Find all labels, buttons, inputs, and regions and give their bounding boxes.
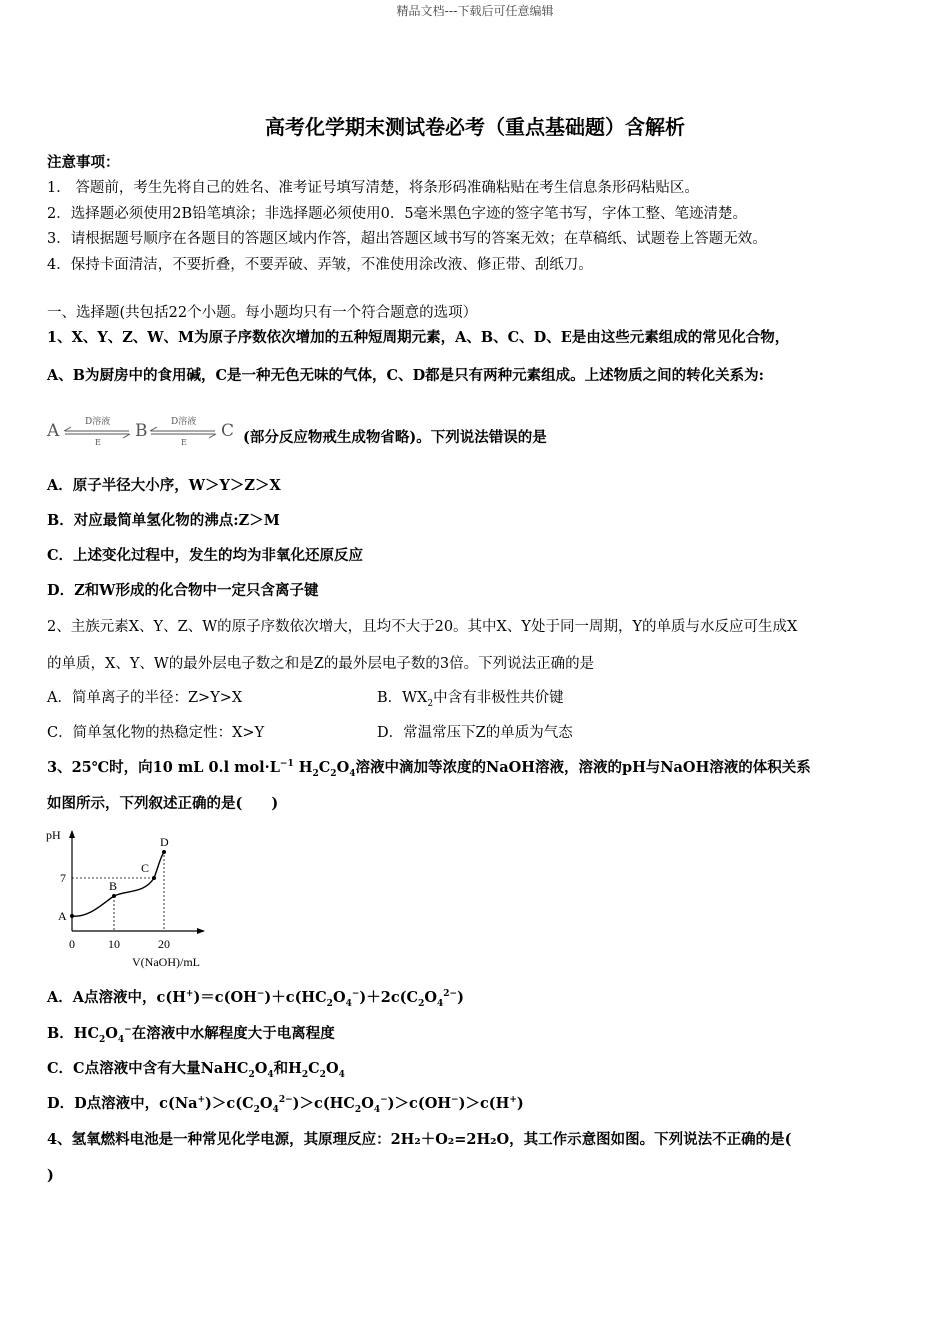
q1-reaction-scheme: [47, 415, 247, 447]
q2-stem-line2: 的单质，X、Y、W的最外层电子数之和是Z的最外层电子数的3倍。下列说法正确的是: [47, 656, 595, 672]
section1-heading: 一、选择题(共包括22个小题。每小题均只有一个符合题意的选项）: [47, 305, 478, 321]
q1-option-c: C．上述变化过程中，发生的均为非氧化还原反应: [47, 547, 364, 564]
page-title: 高考化学期末测试卷必考（重点基础题）含解析: [265, 115, 685, 139]
svg-text:B: B: [135, 421, 148, 441]
svg-text:D溶液: D溶液: [171, 417, 197, 427]
graph-ytick-7: 7: [60, 871, 66, 885]
scheme-arrow-1: [64, 415, 130, 447]
q3-option-c: C．C点溶液中含有大量$NaHC_2O_4$和$H_2C_2O_4$: [47, 1060, 345, 1080]
scheme-arrow-2: [150, 415, 216, 447]
svg-text:D溶液: D溶液: [85, 417, 111, 427]
q1-stem-line1: 1、X、Y、Z、W、M为原子序数依次增加的五种短周期元素，A、B、C、D、E是由这些元素组成的常见化合物，: [47, 329, 790, 346]
graph-ylabel: pH: [46, 828, 61, 842]
svg-text:E: E: [95, 438, 101, 447]
q4-stem-line2: ): [47, 1167, 54, 1184]
notice-heading: 注意事项：: [47, 154, 120, 171]
q1-option-a: A．原子半径大小序，W＞Y＞Z＞X: [47, 477, 281, 494]
graph-point-c: C: [141, 861, 150, 875]
q2-option-b: B．$WX_2$中含有非极性共价键: [377, 690, 564, 709]
q3-option-a: A．A点溶液中，$c(H^+)=c(OH^-)+c(HC_2O_4^-)+2c(C_2O_4^{2-})$: [47, 989, 464, 1009]
graph-xtick-10: 10: [108, 937, 120, 951]
q3-stem-line1: 3、25℃时，向10 mL 0.l $mol\cdot L^{-1}$ $H_2C_2O_4$溶液中滴加等浓度的NaOH溶液，溶液的pH与NaOH溶液的体积关系: [47, 759, 811, 779]
q1-stem-line3: (部分反应物戒生成物省略)。下列说法错误的是: [243, 429, 547, 446]
svg-text:C: C: [221, 421, 235, 441]
graph-point-a: A: [58, 909, 67, 923]
q3-titration-graph: [44, 826, 234, 971]
page-header-watermark: 精品文档---下载后可任意编辑: [396, 4, 554, 18]
q2-option-c: C．简单氢化物的热稳定性：X>Y: [47, 725, 265, 741]
svg-text:E: E: [181, 438, 187, 447]
graph-point-d: D: [160, 835, 169, 849]
q1-option-d: D．Z和W形成的化合物中一定只含离子键: [47, 582, 319, 599]
graph-xtick-20: 20: [158, 937, 170, 951]
q3-stem-line2: 如图所示，下列叙述正确的是( ): [47, 795, 279, 812]
q1-stem-line2: A、B为厨房中的食用碱，C是一种无色无味的气体，C、D都是只有两种元素组成。上述物质之间的转化关系为:: [47, 367, 765, 384]
q3-option-d: D．D点溶液中，$c(Na^+)>c(C_2O_4^{2-})>c(HC_2O_4^-)>c(OH^-)>c(H^+)$: [47, 1095, 524, 1115]
scheme-a: [47, 421, 60, 441]
q2-option-d: D．常温常压下Z的单质为气态: [377, 725, 573, 741]
q4-stem-line1: 4、氢氧燃料电池是一种常见化学电源，其原理反应：2H₂＋O₂=2H₂O，其工作示意图如图。下列说法不正确的是(: [47, 1131, 792, 1148]
notice-item-1: 1． 答题前，考生先将自己的姓名、准考证号填写清楚，将条形码准确粘贴在考生信息条形码粘贴区。: [47, 180, 699, 196]
notice-item-4: 4．保持卡面清洁，不要折叠，不要弄破、弄皱，不准使用涂改液、修正带、刮纸刀。: [47, 257, 593, 273]
scheme-c: [221, 421, 234, 441]
q2-option-a: A．简单离子的半径：Z>Y>X: [47, 690, 243, 706]
svg-text:A: A: [47, 421, 60, 441]
graph-xlabel: V(NaOH)/mL: [132, 955, 200, 969]
graph-xtick-0: 0: [69, 937, 75, 951]
q3-option-b: B．$HC_2O_4^-$在溶液中水解程度大于电离程度: [47, 1025, 335, 1045]
scheme-b: [135, 421, 148, 441]
q1-option-b: B．对应最简单氢化物的沸点:Z＞M: [47, 512, 280, 529]
notice-item-3: 3．请根据题号顺序在各题目的答题区域内作答，超出答题区域书写的答案无效；在草稿纸、试题卷上答题无效。: [47, 231, 767, 247]
notice-item-2: 2．选择题必须使用2B铅笔填涂；非选择题必须使用0．5毫米黑色字迹的签字笔书写，字体工整、笔迹清楚。: [47, 206, 748, 222]
q2-stem-line1: 2、主族元素X、Y、Z、W的原子序数依次增大，且均不大于20。其中X、Y处于同一周期，Y的单质与水反应可生成X: [47, 619, 798, 635]
graph-point-b: B: [109, 879, 118, 893]
